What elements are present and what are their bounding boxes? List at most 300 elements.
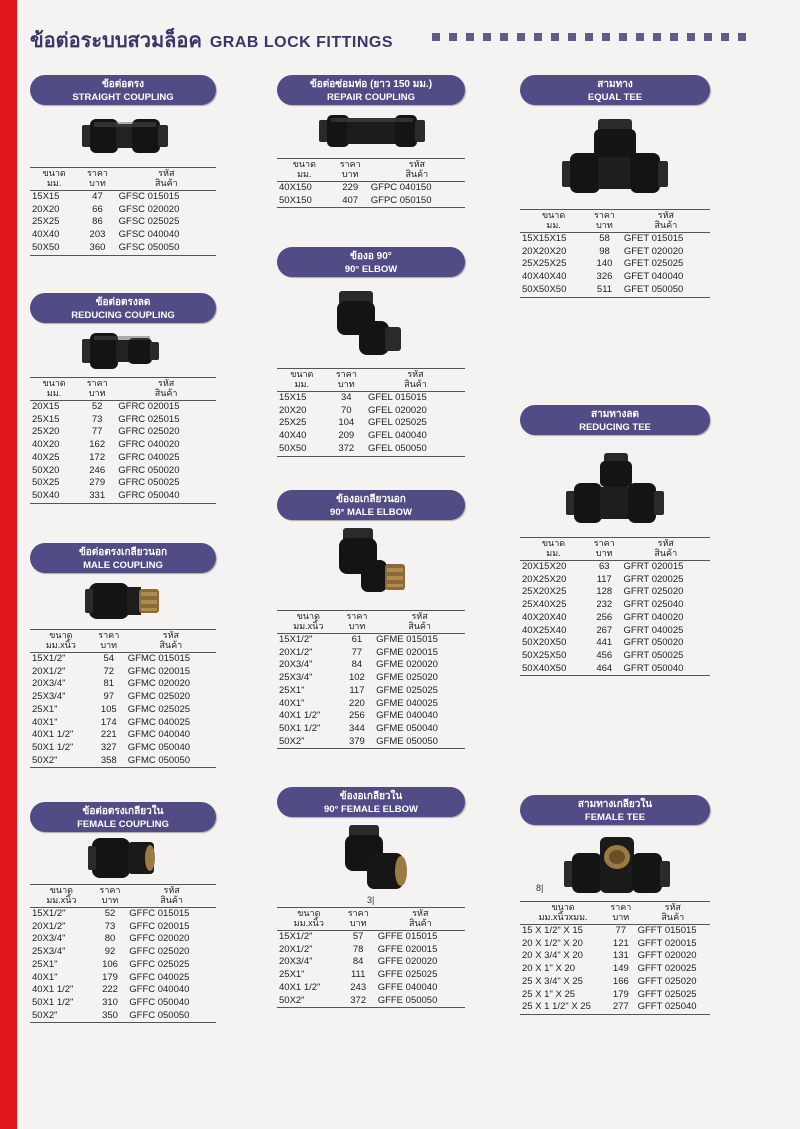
price-cell: 344 — [348, 722, 365, 734]
title-dot — [517, 33, 525, 41]
header-line: ขนาด — [296, 611, 320, 621]
size-cell: 15X15 — [32, 191, 60, 202]
price-header — [587, 538, 622, 561]
header-line: ราคา — [593, 538, 615, 548]
table-row — [520, 246, 710, 259]
size-cell: 50X25 — [32, 477, 60, 489]
header-line: รหัส — [163, 885, 180, 895]
price-header — [78, 378, 116, 401]
table-row — [30, 704, 216, 717]
price-cell: 117 — [349, 684, 365, 696]
price-cell: 78 — [352, 943, 364, 955]
size-cell: 15X15X15 — [522, 233, 567, 244]
size-cell: 15X1/2" — [279, 634, 313, 645]
code-cell: GFMC 025025 — [127, 703, 191, 715]
code-cell: GFME 040025 — [376, 697, 438, 709]
code-cell: GFFC 015015 — [129, 908, 190, 919]
table-row — [520, 233, 710, 246]
table-row — [30, 921, 216, 934]
header-line: สินค้า — [154, 178, 178, 188]
code-cell: GFET 050050 — [622, 284, 710, 297]
size-cell: 20X1/2" — [32, 665, 66, 677]
header-line: มม.xนิ้ว — [293, 918, 324, 928]
female-coupling-photo — [88, 834, 158, 882]
table-row — [30, 216, 216, 229]
header-line: มม.xนิ้ว — [293, 621, 324, 631]
price-cell: 98 — [599, 245, 610, 257]
code-cell: GFRT 025020 — [623, 586, 684, 598]
price-cell: 61 — [351, 634, 363, 645]
code-cell: GFFC 050040 — [129, 996, 190, 1008]
code-header — [374, 611, 465, 634]
price-cell: 121 — [612, 937, 629, 949]
code-cell: GFFE 020015 — [377, 943, 438, 955]
price-cell: 47 — [92, 191, 103, 202]
code-cell: GFFC 020020 — [129, 933, 190, 945]
size-header — [30, 168, 78, 191]
table-row — [520, 963, 710, 976]
table-row — [277, 182, 465, 195]
code-cell: GFEL 040040 — [367, 430, 427, 442]
header-line: บาท — [348, 621, 366, 631]
price-cell: 54 — [103, 653, 115, 664]
code-cell: GFMC 020020 — [127, 678, 191, 690]
code-cell: GFFE 050050 — [376, 995, 465, 1008]
price-cell: 277 — [606, 1001, 636, 1014]
header-line: มม.xนิ้ว — [45, 640, 76, 650]
code-cell: GFME 050050 — [374, 736, 465, 749]
code-cell: GFFE 015015 — [377, 931, 438, 942]
header-line: รหัส — [657, 538, 674, 548]
code-cell: GFFE 040040 — [377, 981, 438, 993]
code-cell: GFSC 015015 — [118, 191, 180, 202]
size-cell: 25 X 3/4" X 25 — [522, 975, 583, 987]
size-cell: 20X25X20 — [522, 573, 567, 585]
code-cell: GFFC 025020 — [129, 946, 190, 958]
code-cell: GFFC 025025 — [129, 958, 190, 970]
size-cell: 15X1/2" — [32, 908, 66, 919]
code-cell: GFRC 020015 — [118, 401, 180, 412]
title-dot — [619, 33, 627, 41]
code-cell: GFRC 025020 — [118, 426, 180, 438]
size-header — [520, 210, 587, 233]
header-line: มม. — [546, 220, 561, 230]
price-cell: 511 — [587, 284, 622, 297]
header-line: ราคา — [98, 630, 120, 640]
repair-coupling-photo — [317, 111, 427, 151]
header-line: บาท — [341, 169, 359, 179]
size-cell: 40X1 1/2" — [32, 729, 74, 741]
red-edge-strip — [0, 0, 17, 1129]
price-cell: 105 — [100, 703, 117, 715]
header-line: บาท — [596, 220, 613, 230]
price-cell: 117 — [596, 573, 612, 585]
size-cell: 20X20 — [32, 203, 60, 215]
size-cell: 50X2" — [277, 995, 341, 1008]
size-cell: 50X20 — [32, 464, 60, 476]
header-line: รหัส — [411, 611, 428, 621]
price-cell: 86 — [92, 216, 103, 228]
header-line: รหัส — [407, 369, 424, 379]
table-row — [30, 946, 216, 959]
code-cell: GFRT 020015 — [623, 561, 684, 572]
code-cell: GFFC 040040 — [129, 984, 190, 996]
size-cell: 20X3/4" — [32, 933, 66, 945]
price-cell: 229 — [342, 182, 359, 193]
straight-coupling-photo — [80, 113, 170, 159]
code-cell: GFET 015015 — [623, 233, 684, 244]
price-cell: 456 — [596, 649, 613, 661]
table-row — [30, 984, 216, 997]
table-row — [277, 417, 465, 430]
header-line: ราคา — [339, 159, 361, 169]
price-header — [587, 210, 622, 233]
header-line: ขนาด — [49, 630, 73, 640]
section-label: สามทางเกลียวใน FEMALE TEE — [520, 795, 710, 825]
price-header — [93, 885, 128, 908]
header-line: บาท — [337, 379, 355, 389]
table-row — [30, 401, 216, 414]
header-line: ขนาด — [541, 210, 566, 220]
size-cell: 25X25 — [279, 417, 307, 429]
table-row — [277, 944, 465, 957]
header-line: ขนาด — [292, 159, 316, 169]
title-dots-decoration — [432, 33, 746, 41]
header-line: บาท — [349, 918, 367, 928]
table-row — [277, 995, 465, 1008]
price-cell: 279 — [89, 477, 106, 489]
table-row — [30, 933, 216, 946]
code-header — [636, 902, 710, 925]
header-line: รหัส — [162, 630, 179, 640]
stray-mark: 8| — [536, 883, 544, 893]
price-cell: 203 — [89, 229, 106, 241]
table-row — [30, 959, 216, 972]
code-cell: GFSC 020020 — [118, 203, 180, 215]
price-cell: 80 — [104, 933, 116, 945]
size-cell: 20X15 — [32, 401, 60, 412]
header-line: ขนาด — [290, 369, 314, 379]
price-cell: 220 — [348, 697, 365, 709]
spec-table — [30, 377, 216, 504]
code-cell: GFPC 040150 — [370, 182, 432, 193]
code-cell: GFSC 050050 — [117, 242, 216, 255]
spec-table — [30, 884, 216, 1023]
section-label: ข้องอ 90° 90° ELBOW — [277, 247, 465, 277]
title-dot — [449, 33, 457, 41]
size-cell: 40X1" — [279, 697, 305, 709]
table-row — [277, 392, 465, 405]
size-cell: 25X25 — [32, 216, 60, 228]
size-cell: 50X40X50 — [520, 663, 587, 676]
price-cell: 464 — [587, 663, 622, 676]
male-elbow-photo — [337, 526, 409, 600]
table-row — [520, 976, 710, 989]
price-cell: 58 — [599, 233, 610, 244]
size-cell: 40X1 1/2" — [32, 984, 74, 996]
price-cell: 140 — [596, 258, 613, 270]
header-line: ราคา — [347, 908, 369, 918]
size-header — [277, 908, 341, 931]
size-cell: 40X25X40 — [522, 624, 567, 636]
code-cell: GFRT 040025 — [623, 624, 684, 636]
page-title-english: GRAB LOCK FITTINGS — [209, 34, 394, 51]
code-header — [622, 210, 710, 233]
table-row — [520, 650, 710, 663]
table-row — [30, 426, 216, 439]
code-cell: GFRC 050025 — [118, 477, 180, 489]
size-header — [277, 369, 327, 392]
size-cell: 25X1" — [279, 684, 305, 696]
size-cell: 20X1/2" — [279, 646, 313, 658]
price-cell: 209 — [338, 430, 355, 442]
header-line: สินค้า — [661, 912, 685, 922]
table-row — [520, 663, 710, 676]
title-dot — [534, 33, 542, 41]
size-cell: 20 X 3/4" X 20 — [522, 950, 583, 962]
header-line: ราคา — [86, 378, 108, 388]
size-cell: 50X50 — [277, 443, 327, 456]
size-cell: 25X20X25 — [522, 586, 567, 598]
code-cell: GFME 040040 — [376, 710, 438, 722]
price-cell: 84 — [351, 659, 363, 671]
code-header — [116, 378, 216, 401]
price-cell: 256 — [596, 611, 613, 623]
spec-table — [520, 901, 710, 1015]
table-row — [520, 271, 710, 284]
table-row — [520, 586, 710, 599]
code-cell: GFFE 025025 — [377, 969, 438, 981]
header-line: ขนาด — [541, 538, 566, 548]
price-cell: 372 — [341, 995, 376, 1008]
header-line: บาท — [101, 895, 119, 905]
table-row — [277, 736, 465, 749]
size-cell: 40X1 1/2" — [279, 710, 321, 722]
size-cell: 40X25 — [32, 451, 60, 463]
price-cell: 358 — [92, 755, 126, 768]
elbow-photo — [337, 289, 405, 361]
code-cell: GFFT 025020 — [637, 975, 697, 987]
title-dot — [568, 33, 576, 41]
code-cell: GFET 025025 — [623, 258, 684, 270]
header-line: มม. — [297, 169, 312, 179]
table-row — [30, 691, 216, 704]
price-cell: 70 — [341, 404, 352, 416]
spec-table — [277, 610, 465, 749]
price-cell: 162 — [89, 439, 106, 451]
table-row — [30, 242, 216, 255]
size-cell: 50X2" — [277, 736, 340, 749]
price-cell: 372 — [327, 443, 366, 456]
header-line: รหัส — [412, 908, 429, 918]
code-cell: GFFT 025040 — [636, 1001, 710, 1014]
size-cell: 20 X 1" X 20 — [522, 963, 576, 975]
table-row — [520, 258, 710, 271]
price-cell: 111 — [350, 969, 366, 981]
size-header — [30, 885, 93, 908]
table-row — [277, 430, 465, 443]
price-cell: 221 — [100, 729, 117, 741]
header-line: มม. — [546, 548, 561, 558]
title-dot — [466, 33, 474, 41]
table-row — [30, 477, 216, 490]
price-cell: 331 — [78, 490, 116, 503]
price-cell: 350 — [93, 1010, 128, 1023]
reducing-tee-photo — [564, 451, 666, 527]
table-row — [520, 612, 710, 625]
spec-table — [30, 167, 216, 256]
header-line: มม. — [294, 379, 309, 389]
price-cell: 232 — [596, 599, 613, 611]
price-cell: 102 — [348, 672, 365, 684]
size-cell: 50X150 — [277, 195, 332, 208]
price-cell: 172 — [89, 451, 106, 463]
size-header — [30, 378, 78, 401]
header-line: รหัส — [408, 159, 425, 169]
table-row — [520, 1001, 710, 1014]
size-cell: 15X15 — [279, 392, 307, 403]
title-dot — [500, 33, 508, 41]
size-cell: 50X1 1/2" — [279, 722, 321, 734]
code-cell: GFPC 050150 — [369, 195, 465, 208]
table-row — [30, 465, 216, 478]
header-line: บาท — [89, 178, 106, 188]
price-cell: 106 — [102, 958, 118, 970]
section-label: ข้อต่อตรงเกลียวใน FEMALE COUPLING — [30, 802, 216, 832]
size-cell: 50X25X50 — [522, 649, 567, 661]
price-cell: 256 — [348, 710, 365, 722]
code-cell: GFFT 020015 — [637, 937, 697, 949]
price-cell: 57 — [352, 931, 364, 942]
section-label: ข้องอเกลียวใน 90° FEMALE ELBOW — [277, 787, 465, 817]
code-cell: GFMC 050040 — [127, 741, 191, 753]
price-cell: 66 — [92, 203, 103, 215]
header-line: รหัส — [158, 168, 175, 178]
code-cell: GFFC 040025 — [129, 971, 190, 983]
size-cell: 25X1" — [32, 958, 58, 970]
table-row — [277, 982, 465, 995]
code-cell: GFRC 050020 — [118, 464, 180, 476]
code-cell: GFEL 025025 — [367, 417, 427, 429]
code-cell: GFFE 020020 — [377, 956, 438, 968]
price-cell: 63 — [598, 561, 610, 572]
size-cell: 40X40X40 — [522, 271, 567, 283]
size-cell: 25X3/4" — [32, 691, 66, 703]
table-row — [30, 414, 216, 427]
price-cell: 84 — [352, 956, 364, 968]
size-cell: 20 X 1/2" X 20 — [522, 937, 583, 949]
table-row — [30, 742, 216, 755]
code-cell: GFRC 040025 — [118, 451, 180, 463]
header-line: บาท — [595, 548, 613, 558]
table-row — [30, 666, 216, 679]
header-line: ราคา — [335, 369, 357, 379]
table-row — [277, 685, 465, 698]
table-row — [520, 284, 710, 297]
code-cell: GFRC 050040 — [116, 490, 216, 503]
title-dot — [602, 33, 610, 41]
code-cell: GFME 020020 — [376, 659, 438, 671]
table-row — [277, 634, 465, 647]
price-cell: 174 — [100, 716, 117, 728]
size-header — [520, 902, 606, 925]
price-cell: 326 — [596, 271, 613, 283]
header-line: ราคา — [86, 168, 108, 178]
size-cell: 40X40 — [32, 229, 60, 241]
size-cell: 25 X 1" X 25 — [522, 988, 576, 1000]
price-header — [332, 159, 369, 182]
size-cell: 40X1" — [32, 971, 58, 983]
header-line: ขนาด — [551, 902, 575, 912]
price-cell: 52 — [104, 908, 116, 919]
code-header — [622, 538, 710, 561]
size-cell: 40X40 — [279, 430, 307, 442]
size-header — [277, 159, 332, 182]
size-header — [520, 538, 587, 561]
title-dot — [653, 33, 661, 41]
code-cell: GFRT 050025 — [623, 649, 684, 661]
table-row — [30, 229, 216, 242]
spec-table — [520, 537, 710, 676]
header-line: ราคา — [99, 885, 121, 895]
price-cell: 52 — [91, 401, 103, 412]
table-row — [277, 723, 465, 736]
header-line: มม.xนิ้วxมม. — [538, 912, 588, 922]
header-line: สินค้า — [654, 220, 678, 230]
table-row — [277, 672, 465, 685]
code-cell: GFFT 020025 — [637, 963, 697, 975]
size-cell: 40X20 — [32, 439, 60, 451]
title-dot — [432, 33, 440, 41]
header-line: สินค้า — [408, 621, 431, 631]
table-row — [30, 755, 216, 768]
section-label: สามทางลด REDUCING TEE — [520, 405, 710, 435]
size-cell: 50X1 1/2" — [32, 996, 74, 1008]
size-cell: 25X3/4" — [279, 672, 313, 684]
code-cell: GFFT 015015 — [637, 925, 697, 936]
code-cell: GFME 050040 — [376, 722, 438, 734]
size-cell: 20X3/4" — [32, 678, 66, 690]
table-row — [30, 678, 216, 691]
table-row — [520, 925, 710, 938]
table-row — [30, 653, 216, 666]
table-row — [277, 647, 465, 660]
header-line: สินค้า — [654, 548, 678, 558]
price-cell: 407 — [332, 195, 369, 208]
code-cell: GFRC 025015 — [118, 413, 180, 425]
title-dot — [483, 33, 491, 41]
size-cell: 20X20X20 — [522, 245, 567, 257]
size-cell: 25X20 — [32, 426, 60, 438]
code-cell: GFFC 050050 — [127, 1010, 216, 1023]
price-cell: 97 — [103, 691, 115, 703]
code-header — [376, 908, 465, 931]
size-cell: 50X2" — [30, 755, 92, 768]
table-row — [30, 191, 216, 204]
table-row — [30, 1010, 216, 1023]
table-row — [520, 599, 710, 612]
price-cell: 104 — [338, 417, 355, 429]
page-title — [30, 24, 393, 56]
title-dot — [738, 33, 746, 41]
price-cell: 72 — [103, 665, 115, 677]
table-row — [277, 443, 465, 456]
code-cell: GFET 020020 — [623, 245, 684, 257]
header-line: บาท — [100, 640, 118, 650]
header-line: รหัส — [664, 902, 681, 912]
code-cell: GFSC 040040 — [118, 229, 180, 241]
size-header — [277, 611, 340, 634]
